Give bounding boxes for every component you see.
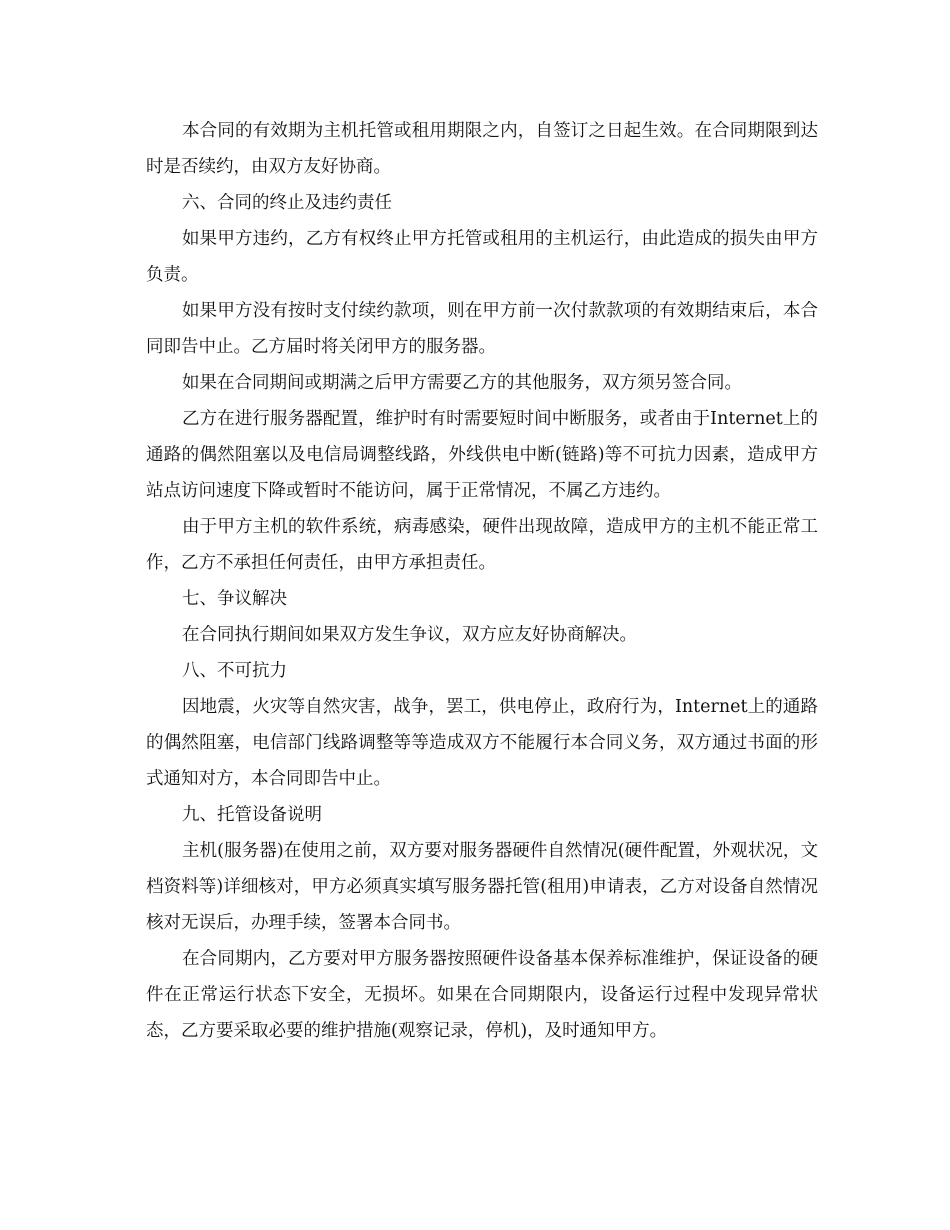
section-heading-force-majeure: 八、不可抗力 <box>182 661 287 681</box>
paragraph-renewal-payment: 如果甲方没有按时支付续约款项，则在甲方前一次付款款项的有效期结束后，本合同即告中止。乙方届时将关闭甲方的服务器。 <box>146 301 818 357</box>
section-heading-equipment: 九、托管设备说明 <box>182 805 322 825</box>
paragraph-force-majeure: 因地震，火灾等自然灾害，战争，罢工，供电停止，政府行为，Internet上的通路的偶然阻塞，电信部门线路调整等等造成双方不能履行本合同义务，双方通过书面的形式通知对方，本合同即告中止。 <box>146 697 818 789</box>
section-heading-dispute: 七、争议解决 <box>182 589 287 609</box>
paragraph-validity-period: 本合同的有效期为主机托管或租用期限之内，自签订之日起生效。在合同期限到达时是否续约，由双方友好协商。 <box>146 121 818 177</box>
paragraph-other-services: 如果在合同期间或期满之后甲方需要乙方的其他服务，双方须另签合同。 <box>182 373 742 393</box>
paragraph-host-failure: 由于甲方主机的软件系统，病毒感染，硬件出现故障，造成甲方的主机不能正常工作，乙方不承担任何责任，由甲方承担责任。 <box>146 517 818 573</box>
section-heading-termination: 六、合同的终止及违约责任 <box>182 193 392 213</box>
paragraph-service-interruption: 乙方在进行服务器配置，维护时有时需要短时间中断服务，或者由于Internet上的通路的偶然阻塞以及电信局调整线路，外线供电中断(链路)等不可抗力因素，造成甲方站点访问速度下降或暂时不能访问，属于正常情况，不属乙方违约。 <box>146 409 818 501</box>
paragraph-dispute-resolution: 在合同执行期间如果双方发生争议，双方应友好协商解决。 <box>182 625 637 645</box>
document-body <box>146 113 818 1049</box>
paragraph-equipment-maintenance: 在合同期内，乙方要对甲方服务器按照硬件设备基本保养标准维护，保证设备的硬件在正常运行状态下安全，无损坏。如果在合同期限内，设备运行过程中发现异常状态，乙方要采取必要的维护措施(观察记录，停机)，及时通知甲方。 <box>146 949 818 1041</box>
paragraph-equipment-check: 主机(服务器)在使用之前，双方要对服务器硬件自然情况(硬件配置，外观状况，文档资料等)详细核对，甲方必须真实填写服务器托管(租用)申请表，乙方对设备自然情况核对无误后，办理手续，签署本合同书。 <box>146 841 818 933</box>
paragraph-party-a-breach: 如果甲方违约，乙方有权终止甲方托管或租用的主机运行，由此造成的损失由甲方负责。 <box>146 229 818 285</box>
